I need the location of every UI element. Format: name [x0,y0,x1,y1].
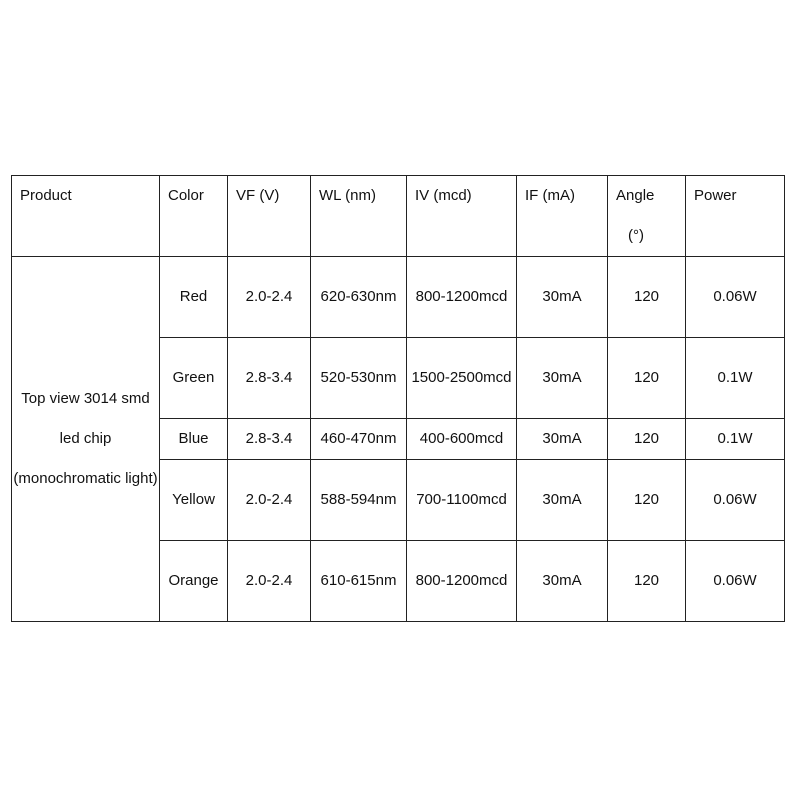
angle-cell: 120 [608,460,686,541]
iv-cell: 800-1200mcd [407,541,517,622]
power-cell: 0.1W [686,419,785,460]
header-color: Color [160,176,228,257]
header-angle-label: Angle [616,187,655,204]
if-cell: 30mA [517,460,608,541]
product-cell: Top view 3014 smd led chip (monochromatic light) [12,257,160,622]
wl-cell: 610-615nm [311,541,407,622]
header-angle-unit: (°) [628,227,644,244]
color-cell: Yellow [160,460,228,541]
header-if: IF (mA) [517,176,608,257]
header-product: Product [12,176,160,257]
color-cell: Orange [160,541,228,622]
header-vf: VF (V) [228,176,311,257]
table-header-row [12,176,785,257]
power-cell: 0.06W [686,460,785,541]
iv-cell: 1500-2500mcd [407,338,517,419]
iv-cell: 800-1200mcd [407,257,517,338]
angle-cell: 120 [608,257,686,338]
power-cell: 0.1W [686,338,785,419]
vf-cell: 2.0-2.4 [228,460,311,541]
vf-cell: 2.8-3.4 [228,338,311,419]
wl-cell: 460-470nm [311,419,407,460]
iv-cell: 700-1100mcd [407,460,517,541]
if-cell: 30mA [517,419,608,460]
if-cell: 30mA [517,541,608,622]
wl-cell: 520-530nm [311,338,407,419]
iv-cell: 400-600mcd [407,419,517,460]
color-cell: Red [160,257,228,338]
vf-cell: 2.0-2.4 [228,257,311,338]
table-row [12,257,785,338]
wl-cell: 588-594nm [311,460,407,541]
header-wl: WL (nm) [311,176,407,257]
header-iv: IV (mcd) [407,176,517,257]
led-spec-table [11,175,785,622]
if-cell: 30mA [517,338,608,419]
wl-cell: 620-630nm [311,257,407,338]
angle-cell: 120 [608,338,686,419]
angle-cell: 120 [608,541,686,622]
if-cell: 30mA [517,257,608,338]
power-cell: 0.06W [686,257,785,338]
angle-cell: 120 [608,419,686,460]
power-cell: 0.06W [686,541,785,622]
vf-cell: 2.0-2.4 [228,541,311,622]
vf-cell: 2.8-3.4 [228,419,311,460]
color-cell: Blue [160,419,228,460]
color-cell: Green [160,338,228,419]
header-angle [608,176,686,257]
header-power: Power [686,176,785,257]
